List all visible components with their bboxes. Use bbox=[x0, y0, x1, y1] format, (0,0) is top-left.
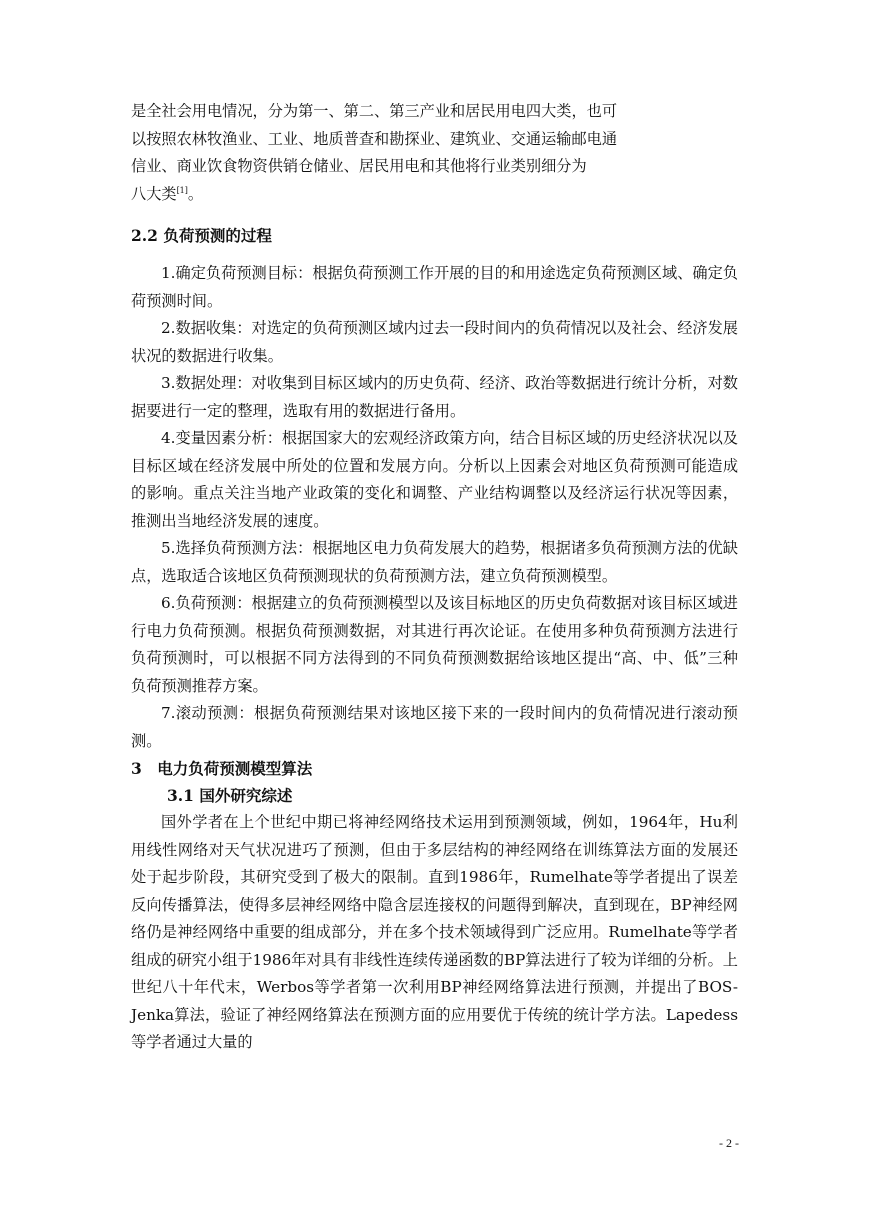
document-page bbox=[131, 98, 738, 1057]
intro-line-1: 是全社会用电情况，分为第一、第二、第三产业和居民用电四大类，也可 bbox=[131, 102, 617, 120]
foreign-research-paragraph: 国外学者在上个世纪中期已将神经网络技术运用到预测领域，例如，1964年，Hu利用线性网络对天气状况进巧了预测，但由于多层结构的神经网络在训练算法方面的发展还处于起步阶段，其研究受到了极大的限制。直到1986年，Rumelhate等学者提出了误差反向传播算法，使得多层神经网络中隐含层连接权的问题得到解决，直到现在，BP神经网络仍是神经网络中重要的组成部分，并在多个技术领域得到广泛应用。Rumelhate等学者组成的研究小组于1986年对具有非线性连续传递函数的BP算法进行了较为详细的分析。上世纪八十年代末，Werbos等学者第一次利用BP神经网络算法进行预测，并提出了BOS-Jenka算法，验证了神经网络算法在预测方面的应用要优于传统的统计学方法。Lapedess等学者通过大量的 bbox=[131, 813, 738, 1051]
intro-line-2: 以按照农林牧渔业、工业、地质普查和勘探业、建筑业、交通运输邮电通 bbox=[131, 129, 617, 148]
process-item-6: 6.负荷预测：根据建立的负荷预测模型以及该目标地区的历史负荷数据对该目标区域进行电力负荷预测。根据负荷预测数据，对其进行再次论证。在使用多种负荷预测方法进行负荷预测时，可以根据不同方法得到的不同负荷预测数据给该地区提出“高、中、低”三种负荷预测推荐方案。 bbox=[131, 594, 738, 695]
intro-paragraph bbox=[131, 98, 738, 208]
section-3-1-heading: 3.1 国外研究综述 bbox=[167, 786, 293, 805]
citation-ref: [1] bbox=[176, 185, 188, 195]
process-item-4: 4.变量因素分析：根据国家大的宏观经济政策方向，结合目标区域的历史经济状况以及目标区域在经济发展中所处的位置和发展方向。分析以上因素会对地区负荷预测可能造成的影响。重点关注当地产业政策的变化和调整、产业结构调整以及经济运行状况等因素，推测出当地经济发展的速度。 bbox=[131, 429, 738, 530]
process-item-2: 2.数据收集：对选定的负荷预测区域内过去一段时间内的负荷情况以及社会、经济发展状况的数据进行收集。 bbox=[131, 319, 738, 365]
process-item-1: 1.确定负荷预测目标：根据负荷预测工作开展的目的和用途选定负荷预测区域、确定负荷预测时间。 bbox=[131, 264, 738, 310]
intro-line-4-end: 。 bbox=[187, 184, 204, 203]
intro-line-4: 八大类 bbox=[131, 184, 177, 203]
section-3-heading: 3 电力负荷预测模型算法 bbox=[131, 759, 313, 778]
process-item-7: 7.滚动预测：根据负荷预测结果对该地区接下来的一段时间内的负荷情况进行滚动预测。 bbox=[131, 704, 738, 750]
process-item-5: 5.选择负荷预测方法：根据地区电力负荷发展大的趋势，根据诸多负荷预测方法的优缺点，选取适合该地区负荷预测现状的负荷预测方法，建立负荷预测模型。 bbox=[131, 539, 738, 585]
intro-line-3: 信业、商业饮食物资供销仓储业、居民用电和其他将行业类别细分为 bbox=[131, 157, 587, 175]
section-2-2-heading: 2.2 负荷预测的过程 bbox=[131, 226, 272, 245]
process-item-3: 3.数据处理：对收集到目标区域内的历史负荷、经济、政治等数据进行统计分析，对数据要进行一定的整理，选取有用的数据进行备用。 bbox=[131, 374, 738, 420]
page-number: - 2 - bbox=[719, 1136, 739, 1150]
